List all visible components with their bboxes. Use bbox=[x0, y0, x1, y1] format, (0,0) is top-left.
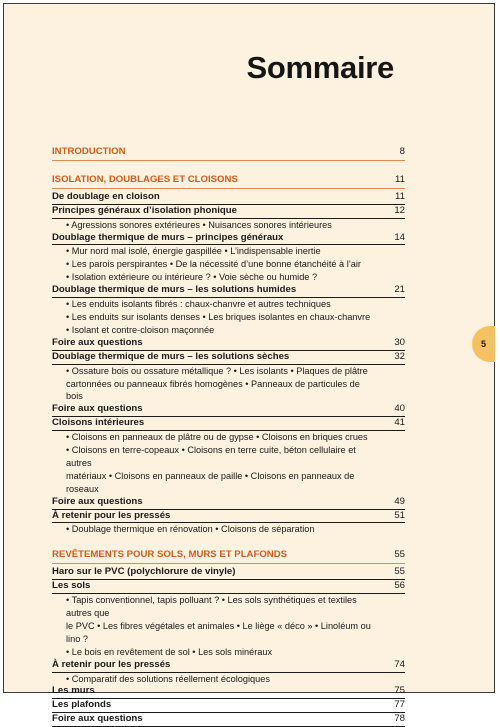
toc-page-number: 56 bbox=[394, 580, 405, 592]
toc-chapter[interactable] bbox=[52, 580, 405, 594]
toc-chapter-label: Doublage thermique de murs – les solutions humides bbox=[52, 284, 297, 296]
toc-chapter[interactable] bbox=[52, 337, 405, 351]
document-page bbox=[3, 3, 495, 725]
toc-chapter[interactable] bbox=[52, 417, 405, 431]
toc-subtopics-line: • Les parois perspirantes • De la nécessité d’une bonne étanchéité à l’air bbox=[66, 259, 361, 270]
toc-chapter-label: De doublage en cloison bbox=[52, 190, 160, 202]
toc-section-label: INTRODUCTION bbox=[52, 146, 126, 157]
toc-chapter[interactable] bbox=[52, 713, 405, 727]
toc-subtopics-line: • Doublage thermique en rénovation • Cloisons de séparation bbox=[66, 524, 315, 535]
toc-page-number: 14 bbox=[394, 231, 405, 243]
toc-chapter-label: Les plafonds bbox=[52, 699, 112, 711]
toc-section-introduction[interactable] bbox=[52, 146, 405, 161]
toc-subtopics-line: • Tapis conventionnel, tapis polluant ? • Les sols synthétiques et textiles autres que bbox=[66, 595, 357, 618]
toc-section[interactable] bbox=[52, 549, 405, 564]
toc-page-number: 78 bbox=[394, 713, 405, 725]
toc-chapter-label: À retenir pour les pressés bbox=[52, 509, 171, 521]
toc-chapter[interactable] bbox=[52, 659, 405, 673]
toc-page-number: 74 bbox=[394, 658, 405, 670]
toc-subtopics-line: le PVC • Les fibres végétales et animales • Le liège « déco » • Linoléum ou lino ? bbox=[66, 620, 371, 644]
toc-subtopics-line: • Cloisons en terre-copeaux • Cloisons en terre cuite, béton cellulaire et autres bbox=[66, 445, 356, 468]
toc-subtopics-line: • Le bois en revêtement de sol • Les sols minéraux bbox=[66, 646, 273, 657]
toc-chapter-label: Doublage thermique de murs – les solutions sèches bbox=[52, 350, 290, 362]
toc-chapter-label: Les sols bbox=[52, 580, 91, 592]
toc-page-number: 12 bbox=[394, 204, 405, 216]
toc-page-number: 8 bbox=[399, 146, 405, 157]
toc-chapter[interactable] bbox=[52, 351, 405, 365]
toc-subtopics-line: • Isolant et contre-cloison maçonnée bbox=[66, 324, 215, 335]
toc-chapter[interactable] bbox=[52, 685, 405, 699]
toc-subtopics-line: • Cloisons en panneaux de plâtre ou de gypse • Cloisons en briques crues bbox=[66, 432, 368, 443]
toc-page-number: 40 bbox=[394, 403, 405, 415]
toc-page-number: 11 bbox=[395, 190, 405, 202]
toc-page-number: 32 bbox=[394, 350, 405, 362]
toc-chapter-label: Foire aux questions bbox=[52, 713, 143, 725]
toc-section[interactable] bbox=[52, 174, 405, 189]
toc-page-number: 55 bbox=[394, 566, 405, 578]
toc-subtopics-line: • Isolation extérieure ou intérieure ? • Voie sèche ou humide ? bbox=[66, 272, 318, 283]
toc-sections bbox=[52, 174, 405, 727]
toc-subtopics-line: • Les enduits isolants fibrés : chaux-chanvre et autres techniques bbox=[66, 299, 331, 310]
toc-page-number: 21 bbox=[394, 284, 405, 296]
toc-chapter-label: À retenir pour les pressés bbox=[52, 658, 171, 670]
toc-section-label: REVÊTEMENTS POUR SOLS, MURS ET PLAFONDS bbox=[52, 549, 288, 561]
toc-subtopics-line: • Les enduits sur isolants denses • Les briques isolantes en chaux-chanvre bbox=[66, 311, 371, 322]
toc-chapter[interactable] bbox=[52, 699, 405, 713]
toc-subtopics-line: • Comparatif des solutions réellement écologiques bbox=[66, 673, 270, 684]
toc-chapter-label: Doublage thermique de murs – principes généraux bbox=[52, 231, 284, 243]
toc-subtopics-line: matériaux • Cloisons en panneaux de paille • Cloisons en panneaux de roseaux bbox=[66, 470, 355, 494]
toc-chapter-label: Foire aux questions bbox=[52, 403, 143, 415]
toc-subtopics-line: • Ossature bois ou ossature métallique ? • Les isolants • Plaques de plâtre bbox=[66, 365, 368, 376]
toc-subtopics-line: cartonnées ou panneaux fibrés homogènes • Panneaux de particules de bois bbox=[66, 378, 360, 402]
toc-page-number: 11 bbox=[395, 173, 405, 185]
toc-subtopics-line: • Mur nord mal isolé, énergie gaspillée • L’indispensable inertie bbox=[66, 246, 321, 257]
page-number-tab: 5 bbox=[472, 326, 495, 362]
toc-chapter-label: Les murs bbox=[52, 685, 95, 697]
toc-chapter[interactable] bbox=[52, 403, 405, 417]
toc-page-number: 55 bbox=[394, 549, 405, 561]
toc-chapter[interactable] bbox=[52, 232, 405, 246]
toc-section-label: ISOLATION, DOUBLAGES ET CLOISONS bbox=[52, 173, 238, 185]
toc-chapter[interactable] bbox=[52, 284, 405, 298]
toc-chapter-label: Principes généraux d’isolation phonique bbox=[52, 204, 237, 216]
toc-chapter[interactable] bbox=[52, 205, 405, 219]
toc-page-number: 41 bbox=[394, 417, 405, 429]
page-title: Sommaire bbox=[246, 50, 394, 85]
toc-subtopics-line: • Agressions sonores extérieures • Nuisances sonores intérieures bbox=[66, 219, 332, 230]
toc-page-number: 49 bbox=[394, 495, 405, 507]
toc-chapter[interactable] bbox=[52, 510, 405, 524]
toc-page-number: 51 bbox=[394, 509, 405, 521]
toc-chapter-label: Cloisons intérieures bbox=[52, 417, 145, 429]
toc-page-number: 75 bbox=[394, 685, 405, 697]
toc-chapter[interactable] bbox=[52, 191, 405, 205]
toc-chapter-label: Foire aux questions bbox=[52, 495, 143, 507]
table-of-contents bbox=[52, 146, 405, 727]
toc-chapter[interactable] bbox=[52, 496, 405, 510]
toc-chapter-label: Foire aux questions bbox=[52, 336, 143, 348]
toc-page-number: 77 bbox=[394, 699, 405, 711]
toc-chapter-label: Haro sur le PVC (polychlorure de vinyle) bbox=[52, 566, 236, 578]
toc-page-number: 30 bbox=[394, 336, 405, 348]
toc-chapter[interactable] bbox=[52, 566, 405, 580]
